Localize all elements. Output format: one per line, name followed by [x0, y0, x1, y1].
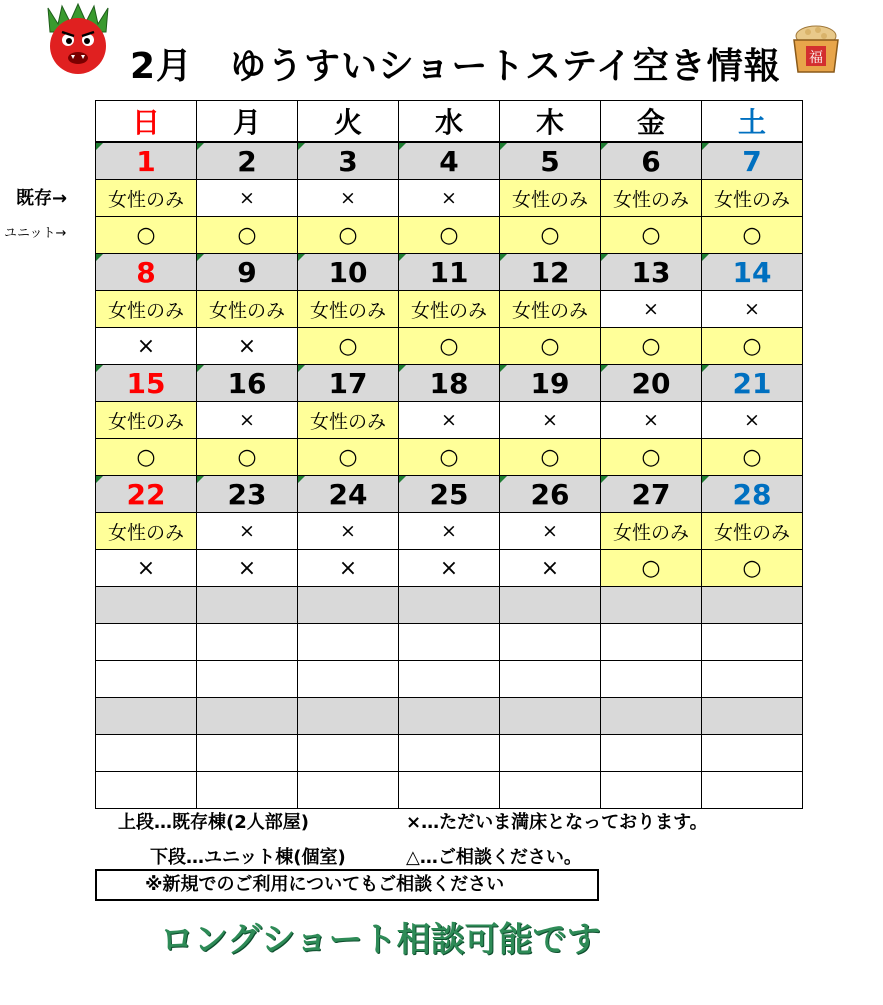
date-cell: [399, 587, 500, 624]
existing-status: ×: [601, 291, 702, 328]
weekday-header-row: [96, 101, 803, 143]
unit-status: ○: [702, 550, 803, 587]
existing-status: ×: [601, 402, 702, 439]
date-cell: 5: [500, 142, 601, 180]
unit-status: ○: [399, 439, 500, 476]
unit-status: ×: [500, 550, 601, 587]
page-title: 2月 ゆうすいショートステイ空き情報: [130, 46, 781, 87]
unit-status: [702, 772, 803, 809]
existing-status: 女性のみ: [197, 291, 298, 328]
unit-status: [601, 661, 702, 698]
date-cell: 24: [298, 476, 399, 513]
side-label-existing: 既存→: [16, 188, 68, 209]
unit-status: [399, 661, 500, 698]
existing-status: ×: [197, 180, 298, 217]
unit-status: ○: [96, 217, 197, 254]
date-cell: [601, 698, 702, 735]
existing-status: [399, 735, 500, 772]
existing-status: 女性のみ: [298, 291, 399, 328]
masu-label: 福: [809, 50, 823, 66]
unit-status: [500, 661, 601, 698]
existing-status: [500, 624, 601, 661]
weekday-fri: 金: [601, 101, 702, 143]
existing-status: 女性のみ: [96, 402, 197, 439]
existing-status: 女性のみ: [500, 291, 601, 328]
existing-status: ×: [399, 402, 500, 439]
existing-status: ×: [197, 402, 298, 439]
existing-status: [197, 624, 298, 661]
unit-status: [96, 661, 197, 698]
unit-status: [702, 661, 803, 698]
date-cell: 15: [96, 365, 197, 402]
unit-status: [197, 772, 298, 809]
date-cell: 22: [96, 476, 197, 513]
unit-status: ×: [96, 328, 197, 365]
unit-status: ○: [96, 439, 197, 476]
existing-status: [96, 624, 197, 661]
unit-status: ×: [197, 328, 298, 365]
bean-masu-icon: [786, 22, 846, 76]
existing-status: ×: [702, 402, 803, 439]
date-cell: 19: [500, 365, 601, 402]
existing-status: [702, 735, 803, 772]
side-label-unit: ユニット→: [4, 226, 67, 241]
unit-status: ○: [399, 217, 500, 254]
unit-status: ×: [197, 550, 298, 587]
unit-status: ○: [197, 439, 298, 476]
date-cell: 8: [96, 254, 197, 291]
date-cell: 9: [197, 254, 298, 291]
date-cell: 2: [197, 142, 298, 180]
weekday-tue: 火: [298, 101, 399, 143]
date-cell: [702, 587, 803, 624]
existing-status: 女性のみ: [298, 402, 399, 439]
unit-status: ○: [601, 439, 702, 476]
existing-status: ×: [298, 180, 399, 217]
unit-status: ○: [702, 217, 803, 254]
date-cell: [197, 698, 298, 735]
date-cell: 14: [702, 254, 803, 291]
existing-status: 女性のみ: [702, 513, 803, 550]
existing-status: [197, 735, 298, 772]
existing-status: 女性のみ: [399, 291, 500, 328]
date-cell: 23: [197, 476, 298, 513]
legend-full: ×…ただいま満床となっております。: [406, 812, 708, 833]
unit-status: ○: [500, 439, 601, 476]
existing-status: ×: [500, 513, 601, 550]
unit-status: [298, 772, 399, 809]
unit-status: ○: [601, 550, 702, 587]
weekday-sun: 日: [96, 101, 197, 143]
date-cell: 3: [298, 142, 399, 180]
date-cell: [601, 587, 702, 624]
unit-status: ○: [197, 217, 298, 254]
date-cell: [399, 698, 500, 735]
unit-status: ○: [702, 328, 803, 365]
date-cell: 18: [399, 365, 500, 402]
date-cell: 26: [500, 476, 601, 513]
date-cell: [500, 587, 601, 624]
unit-status: [399, 772, 500, 809]
date-cell: 7: [702, 142, 803, 180]
existing-status: 女性のみ: [702, 180, 803, 217]
existing-status: ×: [298, 513, 399, 550]
existing-status: 女性のみ: [96, 513, 197, 550]
weekday-sat: 土: [702, 101, 803, 143]
red-oni-icon: [38, 2, 118, 76]
date-cell: 21: [702, 365, 803, 402]
existing-status: [702, 624, 803, 661]
date-cell: 20: [601, 365, 702, 402]
date-cell: 27: [601, 476, 702, 513]
date-cell: [298, 587, 399, 624]
existing-status: [96, 735, 197, 772]
unit-status: ○: [601, 217, 702, 254]
weekday-thu: 木: [500, 101, 601, 143]
date-cell: 4: [399, 142, 500, 180]
existing-status: [601, 624, 702, 661]
existing-status: 女性のみ: [601, 513, 702, 550]
legend-lower-row: 下段…ユニット棟(個室): [150, 847, 346, 868]
unit-status: ○: [500, 217, 601, 254]
unit-status: [601, 772, 702, 809]
unit-status: [298, 661, 399, 698]
unit-status: ○: [298, 217, 399, 254]
date-cell: 25: [399, 476, 500, 513]
weekday-wed: 水: [399, 101, 500, 143]
unit-status: ○: [298, 328, 399, 365]
existing-status: ×: [197, 513, 298, 550]
new-user-note: ※新規でのご利用についてもご相談ください: [95, 869, 599, 901]
existing-status: 女性のみ: [96, 180, 197, 217]
availability-calendar: [95, 100, 803, 809]
date-cell: 16: [197, 365, 298, 402]
unit-status: [96, 772, 197, 809]
legend-upper-row: 上段…既存棟(2人部屋): [118, 812, 309, 833]
date-cell: 13: [601, 254, 702, 291]
existing-status: ×: [702, 291, 803, 328]
existing-status: [298, 735, 399, 772]
unit-status: ×: [298, 550, 399, 587]
unit-status: ×: [96, 550, 197, 587]
unit-status: ○: [601, 328, 702, 365]
existing-status: 女性のみ: [500, 180, 601, 217]
unit-status: [197, 661, 298, 698]
date-cell: [702, 698, 803, 735]
existing-status: [601, 735, 702, 772]
date-cell: [96, 587, 197, 624]
weekday-mon: 月: [197, 101, 298, 143]
existing-status: 女性のみ: [601, 180, 702, 217]
date-cell: 10: [298, 254, 399, 291]
unit-status: ○: [702, 439, 803, 476]
existing-status: ×: [500, 402, 601, 439]
existing-status: [298, 624, 399, 661]
unit-status: [500, 772, 601, 809]
date-cell: [500, 698, 601, 735]
date-cell: [197, 587, 298, 624]
date-cell: [96, 698, 197, 735]
date-cell: 1: [96, 142, 197, 180]
long-short-banner: ロングショート相談可能です: [160, 920, 601, 960]
legend-consult: △…ご相談ください。: [406, 847, 582, 868]
unit-status: ○: [399, 328, 500, 365]
date-cell: 6: [601, 142, 702, 180]
date-cell: 28: [702, 476, 803, 513]
date-cell: 11: [399, 254, 500, 291]
date-cell: [298, 698, 399, 735]
existing-status: [500, 735, 601, 772]
unit-status: ○: [500, 328, 601, 365]
existing-status: 女性のみ: [96, 291, 197, 328]
date-cell: 12: [500, 254, 601, 291]
existing-status: ×: [399, 513, 500, 550]
date-cell: 17: [298, 365, 399, 402]
unit-status: ○: [298, 439, 399, 476]
unit-status: ×: [399, 550, 500, 587]
existing-status: ×: [399, 180, 500, 217]
existing-status: [399, 624, 500, 661]
